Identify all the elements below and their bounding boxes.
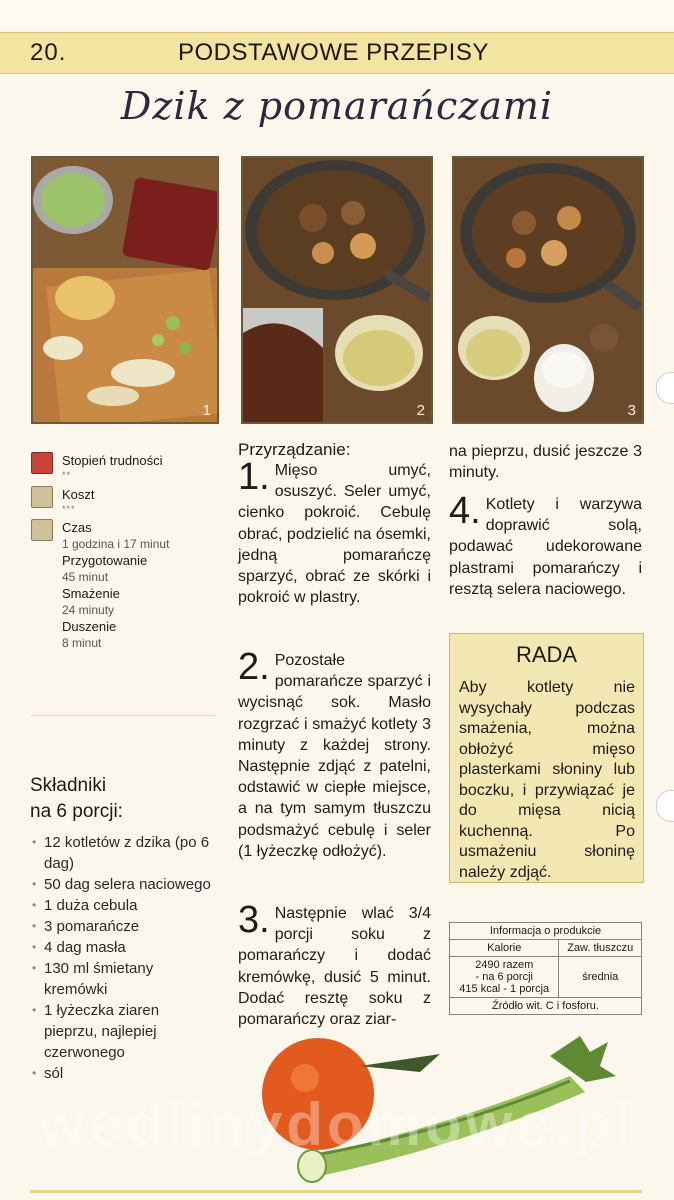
hourglass-icon [31, 519, 53, 541]
calories-value [450, 957, 559, 998]
calories-per-portion: 415 kcal - 1 porcja [459, 983, 550, 995]
section-title: PODSTAWOWE PRZEPISY [178, 39, 489, 66]
page-number: 20. [30, 39, 67, 66]
photo-number: 1 [202, 402, 211, 419]
ingredient-item: • 3 pomarańcze [32, 916, 212, 937]
fat-header: Zaw. tłuszczu [559, 940, 642, 957]
cost-icon [31, 486, 53, 508]
fry-value: 24 minuty [62, 603, 115, 617]
ingredient-item: • 1 duża cebula [32, 895, 212, 916]
ingredients-title [30, 773, 123, 825]
photo-stewing [452, 156, 644, 424]
tip-box [449, 633, 644, 883]
bottom-rule [30, 1190, 642, 1193]
ingredients-list [32, 832, 212, 1084]
stew-label: Duszenie [62, 619, 117, 634]
product-info-title: Informacja o produkcie [450, 923, 642, 940]
tip-text: Aby kotlety nie wysychały podczas smażenia, można obłożyć mięso plasterkami słoniny lub boczku, i przywiązać je do mięsa nicią kuchenną. Po usmażeniu słoninę należy zdjąć. [459, 679, 635, 881]
divider [31, 715, 216, 716]
step-2: 2.Pozostałe pomarańcze sparzyć i wycisnąć sok. Masło rozgrzać i smażyć kotlety 3 minuty z każdej strony. Następnie zdjąć z patelni, odstawić w ciepłe miejsce, a na tym samym tłuszczu podsmażyć cebulę i seler (1 łyżeczkę odłożyć). [238, 646, 431, 860]
time-value: 1 godzina i 17 minut [62, 537, 170, 551]
ingredient-item: • sól [32, 1063, 212, 1084]
fry-label: Smażenie [62, 586, 120, 601]
calories-header: Kalorie [450, 940, 559, 957]
page-edge-tab [656, 372, 674, 404]
source-note: Źródło wit. C i fosforu. [450, 998, 642, 1015]
cost-rating: *** [62, 504, 76, 514]
cost-label: Koszt [62, 487, 95, 502]
photo-frying-cutlets [241, 156, 433, 424]
photo-number: 2 [416, 402, 425, 419]
calories-total: 2490 razem [475, 959, 534, 971]
difficulty-label: Stopień trudności [62, 453, 163, 468]
product-info-table [449, 922, 642, 1015]
step-1: 1.Mięso umyć, osuszyć. Seler umyć, cienko pokroić. Cebulę obrać, podzielić na ósemki, jedną pomarańczę sparzyć, obrać ze skórki i pokroić w plastry. [238, 456, 431, 607]
ingredient-item: • 1 łyżeczka ziaren pieprzu, najlepiej czerwonego [32, 1000, 212, 1063]
prep-label: Przygotowanie [62, 553, 148, 568]
ingredient-item: • 4 dag masła [32, 937, 212, 958]
prep-value: 45 minut [62, 570, 109, 584]
photo-ingredients [31, 156, 219, 424]
ingredients-title-line1: Składniki [30, 775, 107, 796]
step-3-continued: na pieprzu, dusić jeszcze 3 minuty. [449, 443, 642, 482]
step-3: 3.Następnie wlać 3/4 porcji soku z pomarańczy i dodać kremówkę, dusić 5 minut. Dodać resztę soku z pomarańczy oraz ziar- [238, 899, 431, 1029]
ingredient-item: • 50 dag selera naciowego [32, 874, 212, 895]
chef-hat-icon [31, 452, 53, 474]
time-label: Czas [62, 520, 92, 535]
ingredient-item: • 12 kotletów z dzika (po 6 dag) [32, 832, 212, 874]
top-margin [0, 0, 674, 28]
tip-title: RADA [515, 642, 578, 667]
recipe-title: Dzik z pomarańczami [120, 84, 554, 128]
fat-value: średnia [559, 957, 642, 998]
ingredient-item: • 130 ml śmietany kremówki [32, 958, 212, 1000]
step-4: 4.Kotlety i warzywa doprawić solą, podawać udekorowane plastrami pomarańczy i resztą selera naciowego. [449, 490, 642, 598]
calories-portions: - na 6 porcji [475, 971, 533, 983]
difficulty-rating: ** [62, 470, 72, 480]
ingredients-title-line2: na 6 porcji: [30, 801, 123, 822]
photo-number: 3 [627, 402, 636, 419]
page-edge-tab [656, 790, 674, 822]
stew-value: 8 minut [62, 636, 102, 650]
watermark: wedlinydomowe.pl [38, 1091, 636, 1158]
preparation-header: Przyrządzanie: [238, 440, 351, 459]
